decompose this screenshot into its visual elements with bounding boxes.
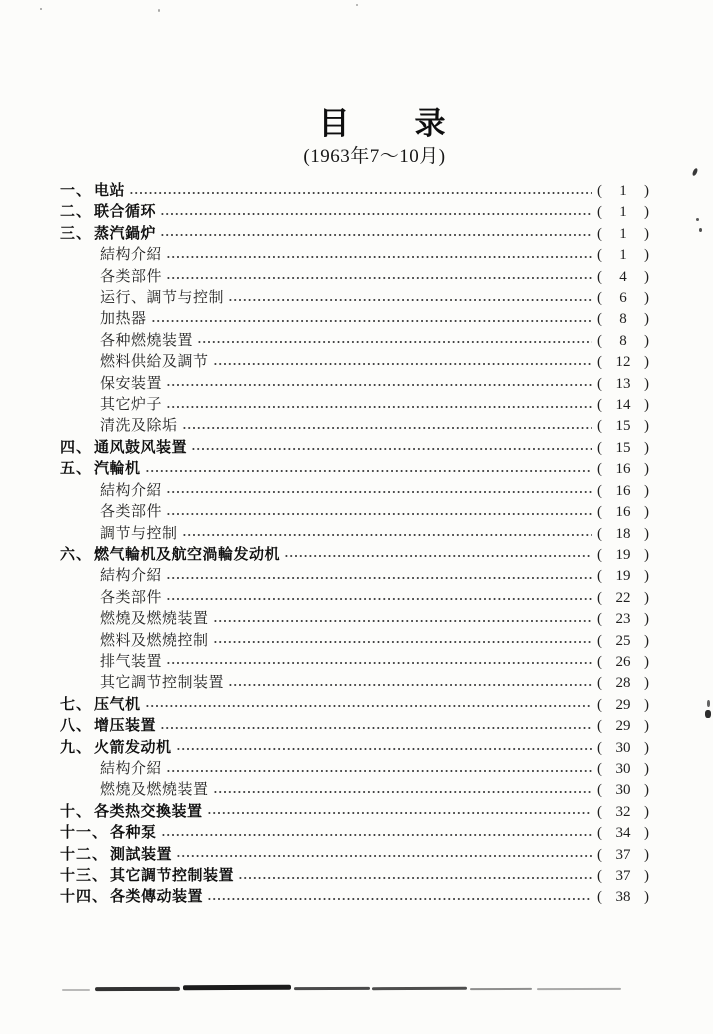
dot-leader: [166, 377, 592, 392]
paren-open: (: [597, 354, 602, 371]
toc-entry: [60, 588, 649, 609]
paren-open: (: [597, 611, 602, 628]
page-number: 28: [615, 675, 631, 692]
dot-leader: [176, 741, 592, 756]
page-number: 4: [619, 268, 627, 285]
toc-entry-number: 十三、: [60, 868, 109, 884]
toc-entry: [60, 652, 649, 673]
page-number: 37: [615, 846, 631, 863]
dot-leader: [213, 355, 592, 370]
page-number: 16: [615, 482, 631, 499]
toc-entry-title: 保安装置: [100, 375, 163, 392]
ink-speck: [158, 9, 160, 12]
toc-entry: [60, 823, 649, 844]
toc-entry-page: [597, 673, 649, 694]
toc-entry-page: [597, 631, 649, 652]
page-number: 18: [615, 525, 631, 542]
page-number: 30: [615, 782, 631, 799]
paren-close: ): [644, 782, 649, 799]
toc-entry-title: 燃燒及燃燒装置: [100, 611, 209, 628]
dot-leader: [213, 612, 592, 627]
scan-smudge: [294, 987, 370, 990]
paren-open: (: [597, 803, 602, 820]
toc-entry-page: [597, 845, 649, 866]
toc-entry-page: [597, 502, 649, 523]
toc-entry-number: 十一、: [60, 825, 109, 842]
dot-leader: [145, 462, 592, 477]
scan-smudge: [537, 988, 621, 990]
toc-entry: [60, 759, 649, 780]
toc-entry: [60, 502, 649, 523]
toc-entry-title: 增压装置: [94, 718, 157, 735]
scan-smudge: [183, 985, 291, 990]
toc-entry-page: [597, 759, 649, 780]
page-number: 32: [615, 803, 631, 820]
page-number: 26: [615, 653, 631, 670]
paren-close: ): [644, 183, 649, 199]
toc-entry: [60, 631, 649, 652]
toc-entry-page: [597, 309, 649, 330]
dot-leader: [166, 591, 592, 606]
toc-entry-title: 通风鼓风装置: [94, 439, 188, 456]
paren-open: (: [597, 482, 602, 499]
paren-close: ): [644, 332, 649, 349]
paren-open: (: [597, 782, 602, 799]
page-number: 30: [615, 760, 631, 777]
toc-entry-page: [597, 716, 649, 737]
dot-leader: [228, 677, 592, 692]
toc-entry-title: 各类热交換装置: [94, 803, 203, 820]
dot-leader: [284, 548, 592, 563]
paren-open: (: [597, 718, 602, 735]
toc-entry: [60, 545, 649, 566]
toc-entry-title: 电站: [94, 183, 126, 199]
toc-entry-title: 燃气輪机及航空渦輪发动机: [94, 546, 281, 563]
dot-leader: [176, 848, 592, 863]
toc-entry: [60, 416, 649, 437]
toc-entry-page: [597, 288, 649, 309]
paren-open: (: [597, 739, 602, 756]
table-of-contents: [60, 181, 649, 909]
paren-open: (: [597, 825, 602, 842]
paren-open: (: [597, 397, 602, 414]
paren-close: ): [644, 825, 649, 842]
toc-entry-title: 各种燃燒装置: [100, 332, 194, 349]
paren-close: ): [644, 546, 649, 563]
page-number: 30: [615, 739, 631, 756]
toc-entry-title: 調节与控制: [100, 525, 178, 542]
paren-close: ): [644, 482, 649, 499]
paren-open: (: [597, 204, 602, 221]
toc-entry-title: 各类部件: [100, 504, 163, 521]
toc-entry: [60, 459, 649, 480]
paren-close: ): [644, 568, 649, 585]
ink-speck: [696, 218, 699, 221]
paren-open: (: [597, 632, 602, 649]
dot-leader: [166, 248, 592, 263]
page-title: 目 录: [318, 106, 447, 141]
paren-close: ): [644, 739, 649, 756]
dot-leader: [213, 784, 592, 799]
paren-close: ): [644, 846, 649, 863]
paren-open: (: [597, 290, 602, 307]
dot-leader: [166, 655, 592, 670]
page-number: 13: [615, 375, 631, 392]
toc-entry-title: 結构介紹: [100, 568, 163, 585]
page-number: 1: [619, 183, 627, 199]
toc-entry-title: 結构介紹: [100, 247, 163, 264]
paren-open: (: [597, 889, 602, 906]
paren-close: ): [644, 311, 649, 328]
page-number: 29: [615, 718, 631, 735]
paren-open: (: [597, 268, 602, 285]
paren-close: ): [644, 418, 649, 435]
toc-entry-number: 四、: [60, 439, 93, 456]
toc-entry-page: [597, 395, 649, 416]
toc-entry-page: [597, 245, 649, 266]
toc-entry: [60, 802, 649, 823]
toc-entry-title: 結构介紹: [100, 760, 163, 777]
page-number: 16: [615, 461, 631, 478]
ink-speck: [40, 8, 42, 10]
paren-close: ): [644, 268, 649, 285]
paren-open: (: [597, 525, 602, 542]
dot-leader: [228, 291, 592, 306]
paren-close: ): [644, 397, 649, 414]
dot-leader: [129, 184, 592, 199]
toc-entry-page: [597, 224, 649, 245]
toc-entry-page: [597, 352, 649, 373]
paren-close: ): [644, 525, 649, 542]
toc-entry-page: [597, 374, 649, 395]
dot-leader: [182, 527, 592, 542]
dot-leader: [145, 698, 592, 713]
toc-entry-title: 燃燒及燃燒装置: [100, 782, 209, 799]
toc-entry: [60, 716, 649, 737]
toc-entry-number: 一、: [60, 183, 93, 199]
toc-entry: [60, 609, 649, 630]
toc-entry-title: 其它調节控制装置: [100, 675, 225, 692]
page-number: 12: [615, 354, 631, 371]
toc-entry-page: [597, 823, 649, 844]
page-number: 29: [615, 696, 631, 713]
dot-leader: [160, 206, 592, 221]
toc-entry: [60, 267, 649, 288]
toc-entry-page: [597, 416, 649, 437]
paren-open: (: [597, 332, 602, 349]
ink-speck: [699, 228, 702, 232]
page-number: 1: [619, 204, 627, 221]
dot-leader: [166, 270, 592, 285]
paren-open: (: [597, 183, 602, 199]
page-number: 15: [615, 439, 631, 456]
toc-entry-page: [597, 652, 649, 673]
page-number: 1: [619, 247, 627, 264]
page-number: 19: [615, 568, 631, 585]
scan-smudge: [62, 989, 90, 991]
paren-close: ): [644, 868, 649, 884]
page-number: 23: [615, 611, 631, 628]
toc-entry-title: 汽輪机: [94, 461, 141, 478]
dot-leader: [160, 227, 592, 242]
toc-entry-title: 清洗及除垢: [100, 418, 178, 435]
toc-entry-page: [597, 267, 649, 288]
toc-entry-title: 燃料供給及調节: [100, 354, 209, 371]
dot-leader: [166, 570, 592, 585]
paren-open: (: [597, 568, 602, 585]
paren-open: (: [597, 461, 602, 478]
paren-open: (: [597, 546, 602, 563]
paren-open: (: [597, 311, 602, 328]
ink-mark: [692, 168, 698, 177]
toc-entry-page: [597, 181, 649, 202]
paren-close: ): [644, 290, 649, 307]
paren-open: (: [597, 247, 602, 264]
paren-close: ): [644, 354, 649, 371]
dot-leader: [160, 719, 592, 734]
toc-entry: [60, 738, 649, 759]
toc-entry-title: 各类部件: [100, 268, 163, 285]
toc-entry: [60, 309, 649, 330]
toc-entry: [60, 845, 649, 866]
toc-entry-number: 七、: [60, 696, 93, 713]
toc-entry-page: [597, 887, 649, 908]
toc-entry-number: 五、: [60, 461, 93, 478]
toc-entry-number: 十二、: [60, 846, 109, 863]
toc-entry-page: [597, 609, 649, 630]
dot-leader: [207, 805, 592, 820]
toc-entry-page: [597, 866, 649, 887]
toc-entry: [60, 524, 649, 545]
paren-close: ): [644, 611, 649, 628]
toc-entry-page: [597, 802, 649, 823]
page-number: 15: [615, 418, 631, 435]
page-number: 22: [615, 589, 631, 606]
toc-entry-title: 加热器: [100, 311, 147, 328]
toc-entry-page: [597, 588, 649, 609]
page-number: 25: [615, 632, 631, 649]
dot-leader: [161, 826, 592, 841]
paren-close: ): [644, 204, 649, 221]
page-number: 37: [615, 868, 631, 884]
toc-entry-page: [597, 524, 649, 545]
toc-entry-number: 九、: [60, 739, 93, 756]
paren-open: (: [597, 439, 602, 456]
toc-entry: [60, 481, 649, 502]
paren-close: ): [644, 696, 649, 713]
paren-close: ): [644, 889, 649, 906]
toc-entry-title: 各种泵: [110, 825, 157, 842]
paren-close: ): [644, 760, 649, 777]
toc-entry: [60, 566, 649, 587]
dot-leader: [191, 441, 592, 456]
toc-entry: [60, 395, 649, 416]
page-number: 14: [615, 397, 631, 414]
paren-open: (: [597, 675, 602, 692]
paren-open: (: [597, 846, 602, 863]
page-number: 8: [619, 332, 627, 349]
toc-entry: [60, 202, 649, 223]
toc-entry: [60, 374, 649, 395]
toc-entry-page: [597, 331, 649, 352]
toc-entry-title: 各类部件: [100, 589, 163, 606]
dot-leader: [213, 634, 592, 649]
paren-close: ): [644, 461, 649, 478]
toc-entry-title: 各类傳动装置: [110, 889, 204, 906]
paren-close: ): [644, 247, 649, 264]
page-subtitle: (1963年7～10月): [303, 146, 446, 167]
page-number: 1: [619, 225, 627, 242]
toc-entry-number: 十四、: [60, 889, 109, 906]
toc-entry: [60, 181, 649, 202]
paren-open: (: [597, 760, 602, 777]
paren-open: (: [597, 868, 602, 884]
toc-entry-title: 运行、調节与控制: [100, 290, 225, 307]
ink-speck: [356, 4, 358, 6]
toc-entry-number: 六、: [60, 546, 93, 563]
paren-close: ): [644, 675, 649, 692]
paren-close: ): [644, 439, 649, 456]
toc-entry-title: 蒸汽鍋炉: [94, 225, 157, 242]
dot-leader: [207, 891, 592, 906]
toc-entry: [60, 695, 649, 716]
dot-leader: [197, 334, 592, 349]
paren-close: ): [644, 375, 649, 392]
paren-open: (: [597, 589, 602, 606]
toc-entry-number: 十、: [60, 803, 93, 820]
toc-entry: [60, 438, 649, 459]
toc-entry-page: [597, 459, 649, 480]
paren-close: ): [644, 225, 649, 242]
paren-open: (: [597, 504, 602, 521]
toc-entry: [60, 224, 649, 245]
paren-close: ): [644, 504, 649, 521]
dot-leader: [238, 869, 592, 884]
toc-entry-page: [597, 738, 649, 759]
paren-close: ): [644, 632, 649, 649]
paren-close: ): [644, 803, 649, 820]
toc-entry-page: [597, 695, 649, 716]
toc-entry-title: 火箭发动机: [94, 739, 172, 756]
toc-entry: [60, 780, 649, 801]
dot-leader: [166, 762, 592, 777]
ink-blob: [705, 710, 711, 718]
toc-entry-title: 排气装置: [100, 653, 163, 670]
paren-close: ): [644, 589, 649, 606]
toc-entry-number: 八、: [60, 718, 93, 735]
toc-entry: [60, 331, 649, 352]
toc-entry: [60, 245, 649, 266]
paren-close: ): [644, 718, 649, 735]
toc-entry-page: [597, 202, 649, 223]
toc-entry-page: [597, 780, 649, 801]
scan-smudge: [470, 988, 532, 990]
paren-open: (: [597, 418, 602, 435]
dot-leader: [166, 398, 592, 413]
toc-entry-title: 燃料及燃燒控制: [100, 632, 209, 649]
ink-blob: [707, 700, 710, 707]
toc-entry: [60, 288, 649, 309]
paren-close: ): [644, 653, 649, 670]
paren-open: (: [597, 225, 602, 242]
page-number: 8: [619, 311, 627, 328]
toc-entry-page: [597, 545, 649, 566]
paren-open: (: [597, 375, 602, 392]
dot-leader: [182, 420, 592, 435]
page-number: 34: [615, 825, 631, 842]
toc-entry-title: 其它炉子: [100, 397, 163, 414]
toc-entry-title: 压气机: [94, 696, 141, 713]
paren-open: (: [597, 653, 602, 670]
toc-entry-page: [597, 438, 649, 459]
toc-entry-title: 測試装置: [110, 846, 173, 863]
dot-leader: [166, 505, 592, 520]
scan-smudge: [95, 987, 180, 991]
toc-entry: [60, 887, 649, 908]
page-number: 16: [615, 504, 631, 521]
page-number: 19: [615, 546, 631, 563]
dot-leader: [151, 313, 592, 328]
toc-entry-number: 三、: [60, 225, 93, 242]
toc-entry: [60, 352, 649, 373]
toc-entry-title: 联合循环: [94, 204, 157, 221]
page-number: 38: [615, 889, 631, 906]
toc-entry-number: 二、: [60, 204, 93, 221]
toc-entry: [60, 866, 649, 887]
scan-smudge: [372, 987, 467, 990]
page-number: 6: [619, 290, 627, 307]
toc-entry-title: 結构介紹: [100, 482, 163, 499]
dot-leader: [166, 484, 592, 499]
toc-entry-page: [597, 566, 649, 587]
toc-entry-page: [597, 481, 649, 502]
paren-open: (: [597, 696, 602, 713]
toc-entry-title: 其它調节控制装置: [110, 868, 235, 884]
toc-entry: [60, 673, 649, 694]
